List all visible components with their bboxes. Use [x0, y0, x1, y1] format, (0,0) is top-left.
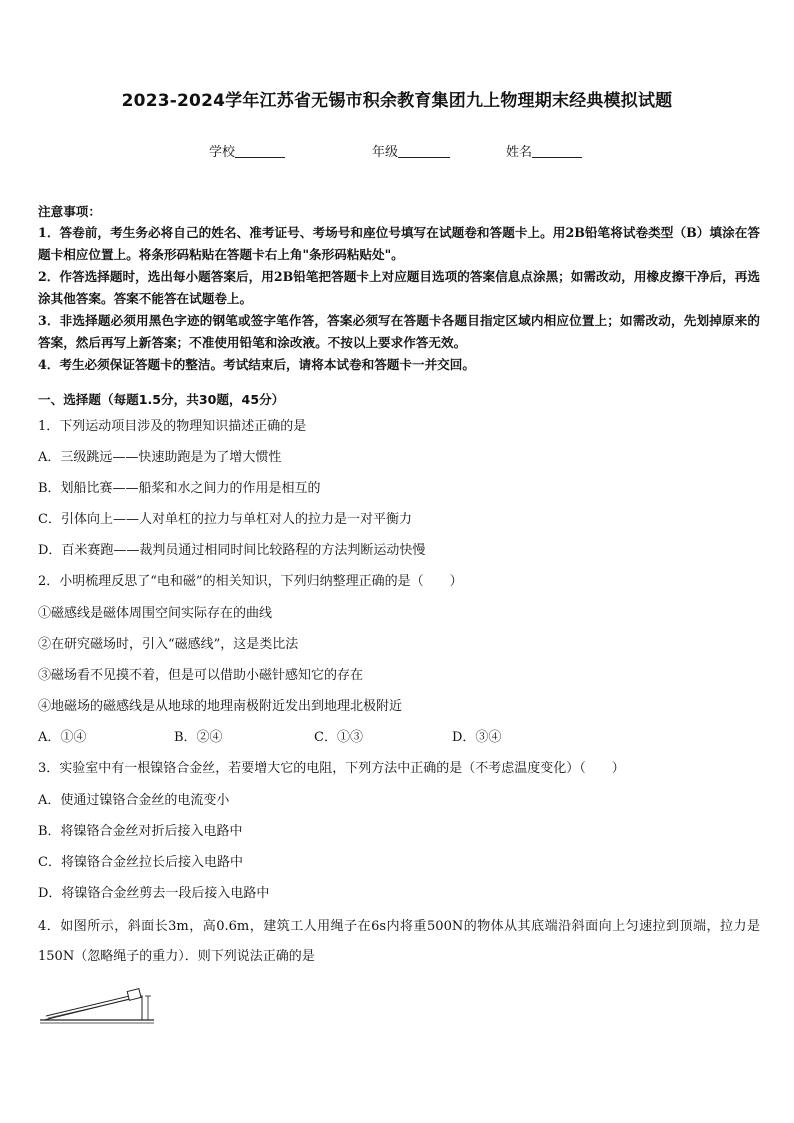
name-blank[interactable]: [532, 143, 582, 158]
q2-statement-3: ③磁场看不见摸不着，但是可以借助小磁针感知它的存在: [38, 668, 364, 683]
student-info-row: [0, 141, 794, 161]
grade-blank[interactable]: [398, 143, 450, 158]
note-item: 4．考生必须保证答题卡的整洁。考试结束后，请将本试卷和答题卡一并交回。: [38, 357, 475, 372]
q2-statement-1: ①磁感线是磁体周围空间实际存在的曲线: [38, 606, 273, 621]
name-field: [506, 141, 582, 160]
q2-stem: 2．小明梳理反思了“电和磁”的相关知识，下列归纳整理正确的是（ ）: [38, 574, 463, 589]
q3-option-b: B．将镍铬合金丝对折后接入电路中: [38, 824, 243, 839]
q3-stem: 3．实验室中有一根镍铬合金丝，若要增大它的电阻，下列方法中正确的是（不考虑温度变化）（ ）: [38, 761, 625, 776]
q1-stem: 1．下列运动项目涉及的物理知识描述正确的是: [38, 419, 307, 434]
q2-option-c: C．①③: [314, 730, 363, 745]
q1-option-d: D．百米赛跑——裁判员通过相同时间比较路程的方法判断运动快慢: [38, 543, 426, 558]
q1-option-b: B．划船比赛——船桨和水之间力的作用是相互的: [38, 481, 321, 496]
note-item: 3．非选择题必须用黑色字迹的钢笔或签字笔作答，答案必须写在答题卡各题目指定区域内相应位置上；如需改动，先划掉原来的答案，然后再写上新答案；不准使用铅笔和涂改液。不按以上要求作答无效。: [38, 313, 760, 350]
rope-line: [46, 994, 138, 1016]
name-label: 姓名: [506, 145, 533, 160]
q2-option-a: A．①④: [38, 730, 87, 745]
q2-options: [38, 726, 758, 746]
q2-option-d: D．③④: [452, 730, 502, 745]
school-field: [209, 141, 285, 160]
q2-statement-4: ④地磁场的磁感线是从地球的地理南极附近发出到地理北极附近: [38, 699, 403, 714]
q3-option-d: D．将镍铬合金丝剪去一段后接入电路中: [38, 886, 270, 901]
grade-label: 年级: [372, 145, 399, 160]
ramp-surface-line: [48, 997, 140, 1018]
grade-field: [372, 141, 450, 160]
q2-option-b: B．②④: [174, 730, 223, 745]
note-item: 1．答卷前，考生务必将自己的姓名、准考证号、考场号和座位号填写在试题卷和答题卡上。用2B铅笔将试卷类型（B）填涂在答题卡相应位置上。将条形码粘贴在答题卡右上角"条形码粘贴处"。: [38, 225, 760, 262]
q4-stem: 4．如图所示，斜面长3m，高0.6m，建筑工人用绳子在6s内将重500N的物体从其底端沿斜面向上匀速拉到顶端，拉力是150N（忽略绳子的重力）．则下列说法正确的是: [38, 919, 760, 964]
incline-figure: [38, 976, 158, 1026]
q2-statement-2: ②在研究磁场时，引入“磁感线”，这是类比法: [38, 637, 299, 652]
q3-option-c: C．将镍铬合金丝拉长后接入电路中: [38, 855, 243, 870]
note-item: 2．作答选择题时，选出每小题答案后，用2B铅笔把答题卡上对应题目选项的答案信息点涂黑；如需改动，用橡皮擦干净后，再选涂其他答案。答案不能答在试题卷上。: [38, 269, 760, 306]
exam-notes: [38, 202, 760, 376]
notes-heading: 注意事项：: [38, 204, 101, 219]
q1-option-a: A．三级跳远——快速助跑是为了增大惯性: [38, 450, 282, 465]
q3-option-a: A．使通过镍铬合金丝的电流变小: [38, 793, 230, 808]
page-title: 2023-2024学年江苏省无锡市积余教育集团九上物理期末经典模拟试题: [121, 91, 673, 111]
section-title: 一、选择题（每题1.5分，共30题，45分）: [38, 392, 285, 407]
q1-option-c: C．引体向上——人对单杠的拉力与单杠对人的拉力是一对平衡力: [38, 512, 412, 527]
block: [127, 989, 141, 1001]
school-label: 学校: [209, 145, 236, 160]
school-blank[interactable]: [235, 143, 285, 158]
